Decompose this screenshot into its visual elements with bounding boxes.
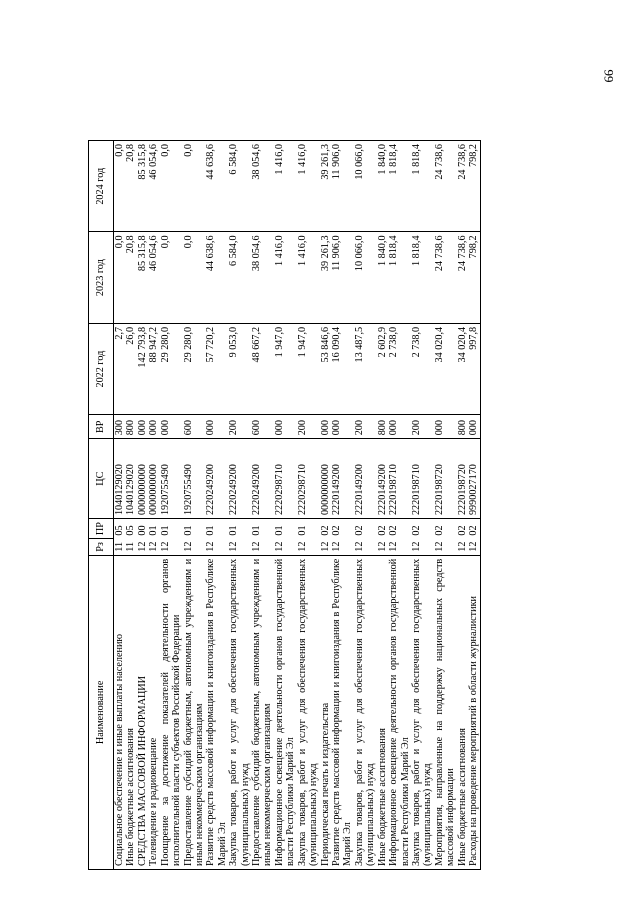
- row-vr: 600: [183, 415, 206, 439]
- row-name: Закупка товаров, работ и услуг для обеспечения государственных (муниципальных) нужд: [228, 555, 251, 869]
- row-2022: 2 602,9: [377, 323, 388, 414]
- row-2023: 44 638,6: [205, 232, 228, 323]
- row-2022: 142 793,8: [137, 323, 148, 414]
- row-2022: 2 738,0: [388, 323, 411, 414]
- row-2024: 0,0: [114, 141, 126, 232]
- row-cs: 2220198710: [411, 439, 434, 519]
- row-cs: 0000000000: [320, 439, 331, 519]
- row-2024: 24 738,6: [434, 141, 457, 232]
- header-2024: 2024 год: [89, 141, 114, 232]
- table-row: [183, 141, 206, 870]
- row-2024: 6 584,0: [228, 141, 251, 232]
- row-pr: 01: [160, 519, 183, 539]
- row-2023: 1 818,4: [388, 232, 411, 323]
- row-cs: 2220198710: [388, 439, 411, 519]
- row-name: Телевидение и радиовещание: [148, 555, 159, 869]
- row-cs: 2220249200: [205, 439, 228, 519]
- row-2022: 34 020,4: [457, 323, 468, 414]
- table-header-row: [89, 141, 114, 870]
- row-2024: 11 906,0: [331, 141, 354, 232]
- row-pr: 01: [274, 519, 297, 539]
- row-2022: 9 053,0: [228, 323, 251, 414]
- budget-table-rotated: [88, 140, 628, 870]
- row-cs: 1920755490: [183, 439, 206, 519]
- row-2022: 1 947,0: [274, 323, 297, 414]
- row-rz: 12: [296, 541, 308, 552]
- row-rz: 12: [159, 541, 171, 552]
- row-2023: 0,0: [160, 232, 183, 323]
- row-2024: 1 840,0: [377, 141, 388, 232]
- row-cs: 0000000000: [137, 439, 148, 519]
- table-row: [160, 141, 183, 870]
- row-vr: 000: [160, 415, 183, 439]
- row-rz: 12: [251, 541, 263, 552]
- row-2022: 88 947,2: [148, 323, 159, 414]
- table-row: [434, 141, 457, 870]
- row-2023: 20,8: [125, 232, 136, 323]
- row-vr: 000: [205, 415, 228, 439]
- row-2022: 34 020,4: [434, 323, 457, 414]
- row-pr: 02: [411, 519, 434, 539]
- row-name: Закупка товаров, работ и услуг для обеспечения государственных (муниципальных) нужд: [297, 555, 320, 869]
- row-name: Социальное обеспечение и иные выплаты населению: [114, 555, 126, 869]
- row-rz: 12: [331, 541, 343, 552]
- row-vr: 800: [125, 415, 136, 439]
- row-pr: 00: [137, 519, 148, 539]
- row-name: Развитие средств массовой информации и книгоиздания в Республике Марий Эл: [331, 555, 354, 869]
- row-rz: 12: [319, 541, 331, 552]
- row-name: Информационное освещение деятельности органов государственной власти Республики Марий Эл: [274, 555, 297, 869]
- table-row: [205, 141, 228, 870]
- row-2022: 48 667,2: [251, 323, 274, 414]
- table-row: [137, 141, 148, 870]
- row-pr: 02: [377, 519, 388, 539]
- row-pr: 02: [320, 519, 331, 539]
- row-name: Мероприятия, направленные на поддержку национальных средств массовой информации: [434, 555, 457, 869]
- row-2022: 57 720,2: [205, 323, 228, 414]
- table-row: [274, 141, 297, 870]
- header-vr: ВР: [89, 415, 114, 439]
- row-2024: 46 054,6: [148, 141, 159, 232]
- row-vr: 200: [354, 415, 377, 439]
- row-cs: 1040129020: [114, 439, 126, 519]
- row-2023: 39 261,3: [320, 232, 331, 323]
- row-name: Закупка товаров, работ и услуг для обеспечения государственных (муниципальных) нужд: [411, 555, 434, 869]
- row-name: Иные бюджетные ассигнования: [457, 555, 468, 869]
- table-body: [114, 141, 481, 870]
- row-2022: 13 487,5: [354, 323, 377, 414]
- row-2023: 1 416,0: [297, 232, 320, 323]
- row-name: Информационное освещение деятельности органов государственной власти Республики Марий Эл: [388, 555, 411, 869]
- row-name: Расходы на проведение мероприятий в области журналистики: [468, 555, 480, 869]
- row-cs: 2220298710: [274, 439, 297, 519]
- row-vr: 200: [297, 415, 320, 439]
- row-rz: 12: [228, 541, 240, 552]
- row-2024: 1 416,0: [297, 141, 320, 232]
- row-rz: 12: [433, 541, 445, 552]
- row-rz: 12: [205, 541, 217, 552]
- row-2023: 1 818,4: [411, 232, 434, 323]
- table-row: [320, 141, 331, 870]
- header-pr: ПР: [89, 519, 114, 539]
- row-2022: 1 947,0: [297, 323, 320, 414]
- table-row: [297, 141, 320, 870]
- row-pr: 02: [331, 519, 354, 539]
- table-row: [114, 141, 126, 870]
- row-pr: 01: [205, 519, 228, 539]
- table-row: [388, 141, 411, 870]
- row-rz: 12: [136, 541, 148, 552]
- row-2022: 2 738,0: [411, 323, 434, 414]
- row-pr: 02: [354, 519, 377, 539]
- row-vr: 200: [411, 415, 434, 439]
- row-cs: 9990027170: [468, 439, 480, 519]
- row-pr: 05: [114, 519, 126, 539]
- row-rz: 12: [182, 541, 194, 552]
- row-cs: 1920755490: [160, 439, 183, 519]
- row-2024: 1 416,0: [274, 141, 297, 232]
- row-2024: 1 818,4: [411, 141, 434, 232]
- row-pr: 01: [183, 519, 206, 539]
- row-cs: 2220198720: [457, 439, 468, 519]
- row-cs: 1040129020: [125, 439, 136, 519]
- row-vr: 600: [251, 415, 274, 439]
- row-cs: 0000000000: [148, 439, 159, 519]
- row-name: Периодическая печать и издательства: [320, 555, 331, 869]
- row-vr: 000: [434, 415, 457, 439]
- table-row: [457, 141, 468, 870]
- header-name: Наименование: [89, 555, 114, 869]
- row-rz: 11: [125, 541, 137, 552]
- row-2022: 29 280,0: [183, 323, 206, 414]
- row-2023: 0,0: [183, 232, 206, 323]
- row-pr: 01: [297, 519, 320, 539]
- row-name: Закупка товаров, работ и услуг для обеспечения государственных (муниципальных) нужд: [354, 555, 377, 869]
- table-row: [251, 141, 274, 870]
- row-name: СРЕДСТВА МАССОВОЙ ИНФОРМАЦИИ: [137, 555, 148, 869]
- row-vr: 000: [388, 415, 411, 439]
- row-2024: 38 054,6: [251, 141, 274, 232]
- row-2024: 39 261,3: [320, 141, 331, 232]
- row-2023: 798,2: [468, 232, 480, 323]
- table-row: [411, 141, 434, 870]
- row-2024: 0,0: [160, 141, 183, 232]
- header-rz: Рз: [89, 539, 114, 556]
- row-rz: 12: [410, 541, 422, 552]
- table-row: [148, 141, 159, 870]
- row-2023: 24 738,6: [434, 232, 457, 323]
- row-rz: 12: [148, 541, 160, 552]
- row-2022: 997,8: [468, 323, 480, 414]
- table-row: [228, 141, 251, 870]
- row-2024: 24 738,6: [457, 141, 468, 232]
- row-name: Предоставление субсидий бюджетным, автономным учреждениям и иным некоммерческим организациям: [251, 555, 274, 869]
- row-vr: 000: [320, 415, 331, 439]
- row-pr: 02: [468, 519, 480, 539]
- row-2022: 53 846,6: [320, 323, 331, 414]
- row-pr: 01: [251, 519, 274, 539]
- row-2023: 38 054,6: [251, 232, 274, 323]
- row-vr: 200: [228, 415, 251, 439]
- row-cs: 2220149200: [377, 439, 388, 519]
- row-2022: 2,7: [114, 323, 126, 414]
- row-2024: 85 315,8: [137, 141, 148, 232]
- row-name: Предоставление субсидий бюджетным, автономным учреждениям и иным некоммерческим организациям: [183, 555, 206, 869]
- row-2023: 11 906,0: [331, 232, 354, 323]
- row-rz: 12: [388, 541, 400, 552]
- row-name: Иные бюджетные ассигнования: [125, 555, 136, 869]
- row-vr: 000: [274, 415, 297, 439]
- row-2023: 1 416,0: [274, 232, 297, 323]
- row-2022: 16 090,4: [331, 323, 354, 414]
- row-cs: 2220249200: [251, 439, 274, 519]
- row-vr: 000: [148, 415, 159, 439]
- row-pr: 02: [434, 519, 457, 539]
- header-cs: ЦС: [89, 439, 114, 519]
- row-2023: 46 054,6: [148, 232, 159, 323]
- table-row: [331, 141, 354, 870]
- table-row: [125, 141, 136, 870]
- page-number: 99: [601, 69, 617, 83]
- row-vr: 000: [137, 415, 148, 439]
- row-rz: 12: [468, 539, 480, 556]
- row-vr: 300: [114, 415, 126, 439]
- row-rz: 12: [376, 541, 388, 552]
- row-rz: 12: [353, 541, 365, 552]
- row-name: Иные бюджетные ассигнования: [377, 555, 388, 869]
- row-2023: 0,0: [114, 232, 126, 323]
- row-cs: 2220198720: [434, 439, 457, 519]
- row-vr: 800: [457, 415, 468, 439]
- row-cs: 2220149200: [331, 439, 354, 519]
- row-vr: 000: [331, 415, 354, 439]
- row-cs: 2220249200: [228, 439, 251, 519]
- row-cs: 2220298710: [297, 439, 320, 519]
- row-2023: 1 840,0: [377, 232, 388, 323]
- row-cs: 2220149200: [354, 439, 377, 519]
- table-row: [354, 141, 377, 870]
- row-pr: 01: [148, 519, 159, 539]
- row-2022: 29 280,0: [160, 323, 183, 414]
- row-vr: 800: [377, 415, 388, 439]
- row-2024: 0,0: [183, 141, 206, 232]
- row-2023: 6 584,0: [228, 232, 251, 323]
- header-2022: 2022 год: [89, 323, 114, 414]
- table-row: [377, 141, 388, 870]
- row-2023: 10 066,0: [354, 232, 377, 323]
- row-pr: 02: [388, 519, 411, 539]
- row-pr: 01: [228, 519, 251, 539]
- row-rz: 12: [273, 541, 285, 552]
- row-2024: 20,8: [125, 141, 136, 232]
- row-2024: 1 818,4: [388, 141, 411, 232]
- table-row: [468, 141, 480, 870]
- header-2023: 2023 год: [89, 232, 114, 323]
- budget-table: [88, 140, 481, 870]
- row-2022: 26,0: [125, 323, 136, 414]
- row-name: Развитие средств массовой информации и книгоиздания в Республике Марий Эл: [205, 555, 228, 869]
- row-pr: 05: [125, 519, 136, 539]
- row-pr: 02: [457, 519, 468, 539]
- row-2023: 24 738,6: [457, 232, 468, 323]
- row-2024: 798,2: [468, 141, 480, 232]
- row-2024: 44 638,6: [205, 141, 228, 232]
- row-rz: 12: [456, 541, 468, 552]
- row-rz: 11: [114, 541, 125, 552]
- row-2023: 85 315,8: [137, 232, 148, 323]
- row-vr: 000: [468, 415, 480, 439]
- row-name: Поощрение за достижение показателей деятельности органов исполнительной власти субъектов Российской Федерации: [160, 555, 183, 869]
- row-2024: 10 066,0: [354, 141, 377, 232]
